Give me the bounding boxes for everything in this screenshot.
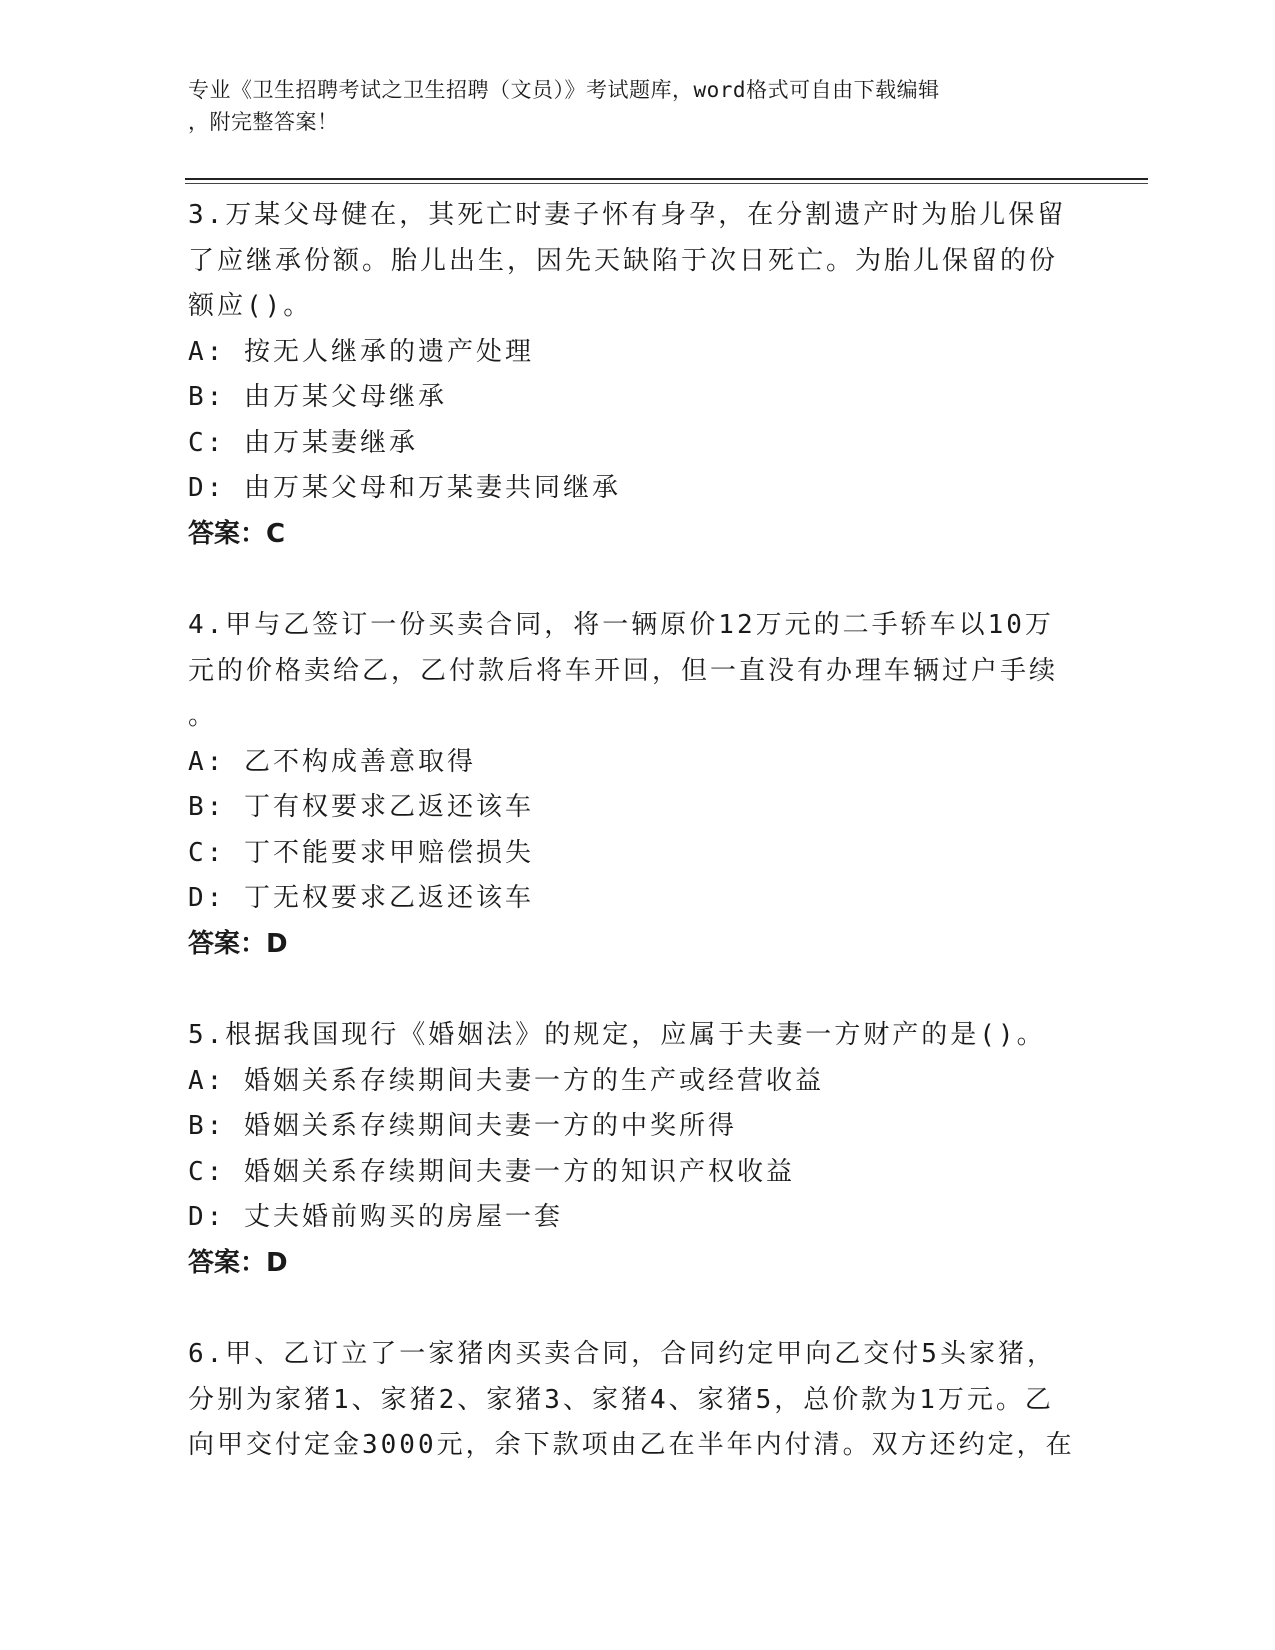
header-line-2: ，附完整答案！ [188,110,339,134]
header-divider-thin [185,183,1148,184]
question-stem [188,603,1088,740]
option-b: B: 丁有权要求乙返还该车 [188,792,534,822]
option-a: A: 乙不构成善意取得 [188,746,476,777]
stem-line: 5.根据我国现行《婚姻法》的规定，应属于夫妻一方财产的是()。 [188,1020,1046,1050]
answer-label: 答案：D [188,928,288,959]
option-d: D: 由万某父母和万某妻共同继承 [188,473,621,503]
option-b: B: 由万某父母继承 [188,382,447,412]
stem-line: 3.万某父母健在，其死亡时妻子怀有身孕，在分割遗产时为胎儿保留 [188,200,1067,230]
question-4 [188,603,1088,967]
question-stem [188,1013,1088,1059]
option-a: A: 按无人继承的遗产处理 [188,336,534,367]
option-b: B: 婚姻关系存续期间夫妻一方的中奖所得 [188,1111,737,1141]
option-d: D: 丁无权要求乙返还该车 [188,883,534,913]
stem-line: 向甲交付定金3000元，余下款项由乙在半年内付清。双方还约定，在 [188,1430,1075,1460]
option-d: D: 丈夫婚前购买的房屋一套 [188,1202,563,1232]
question-3 [188,193,1088,557]
stem-line: 元的价格卖给乙，乙付款后将车开回，但一直没有办理车辆过户手续 [188,655,1059,686]
option-c: C: 由万某妻继承 [188,427,418,458]
header-divider-thick [185,178,1148,180]
question-stem [188,193,1088,330]
stem-line: 额应()。 [188,291,313,321]
question-stem [188,1332,1088,1469]
question-list [188,193,1088,1515]
page-header [188,74,1068,138]
answer-label: 答案：D [188,1247,288,1278]
header-line-1: 专业《卫生招聘考试之卫生招聘（文员）》考试题库，word格式可自由下载编辑 [188,78,940,102]
answer-label: 答案：C [188,518,286,549]
option-a: A: 婚姻关系存续期间夫妻一方的生产或经营收益 [188,1065,824,1096]
stem-line: 。 [188,701,218,731]
question-5 [188,1013,1088,1286]
option-c: C: 婚姻关系存续期间夫妻一方的知识产权收益 [188,1156,795,1187]
stem-line: 6.甲、乙订立了一家猪肉买卖合同，合同约定甲向乙交付5头家猪， [188,1339,1056,1369]
stem-line: 分别为家猪1、家猪2、家猪3、家猪4、家猪5，总价款为1万元。乙 [188,1384,1054,1415]
stem-line: 4.甲与乙签订一份买卖合同，将一辆原价12万元的二手轿车以10万 [188,610,1054,640]
question-6 [188,1332,1088,1469]
option-c: C: 丁不能要求甲赔偿损失 [188,837,534,868]
stem-line: 了应继承份额。胎儿出生，因先天缺陷于次日死亡。为胎儿保留的份 [188,245,1059,276]
